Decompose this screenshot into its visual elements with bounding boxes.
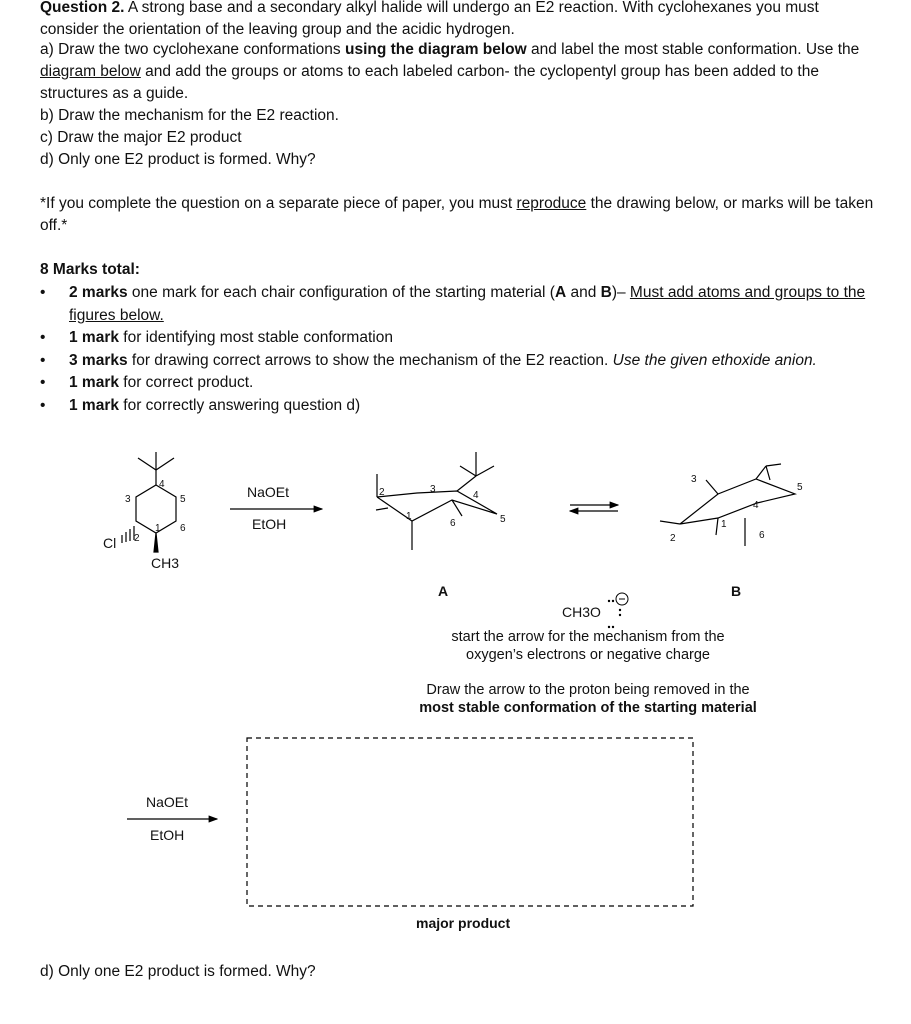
hint2-line1: Draw the arrow to the proton being removed in the xyxy=(426,682,750,698)
mark-text: for identifying most stable conformation xyxy=(118,329,393,347)
major-product-label: major product xyxy=(416,915,511,931)
label-a: A xyxy=(438,583,449,599)
hint2-line2: most stable conformation of the starting material xyxy=(419,700,757,716)
chair-b-carbon: 1 xyxy=(721,519,727,530)
label-b: B xyxy=(731,583,742,599)
methoxide-label: CH3O xyxy=(562,604,601,620)
mark-count: 1 mark xyxy=(69,374,119,392)
reagent-bottom: NaOEt xyxy=(146,794,189,810)
question-d-prompt: d) Only one E2 product is formed. Why? xyxy=(40,963,316,980)
chair-b xyxy=(660,464,795,546)
reagent-top: NaOEt xyxy=(247,484,290,500)
hint1-line1: start the arrow for the mechanism from the xyxy=(451,629,725,645)
carbon-label: 3 xyxy=(125,494,131,505)
mark-text: one mark for each chair configuration of the starting material ( xyxy=(127,284,555,301)
chair-b-carbon: 4 xyxy=(753,500,759,511)
mark-italic: Use the given ethoxide anion. xyxy=(612,351,817,369)
chair-b-carbon: 2 xyxy=(670,533,676,544)
methyl-wedge xyxy=(154,533,158,552)
chair-a-carbon: 6 xyxy=(450,518,456,529)
diagram-link: diagram below xyxy=(40,63,141,80)
chloro-hash-bond xyxy=(122,526,134,543)
part-a-bold: using the diagram below xyxy=(344,41,527,58)
part-a-text-2: and label the most stable conformation. Use the xyxy=(526,41,860,58)
mark-a: A xyxy=(554,284,567,301)
mark-text: and xyxy=(566,284,601,301)
mark-count: 1 mark xyxy=(69,329,119,347)
product-box[interactable] xyxy=(247,738,693,906)
notice-part1: *If you complete the question on a separate piece of paper, you must xyxy=(40,195,517,212)
chair-a xyxy=(376,452,497,550)
mark-text: for correct product. xyxy=(118,374,254,392)
part-a-text-3: and add the groups or atoms to each labeled carbon- the cyclopentyl group has been added to the structures as a guide. xyxy=(40,63,819,102)
carbon-label: 5 xyxy=(180,494,186,505)
must-add-link: Must add atoms and groups to the figures below. xyxy=(69,284,866,324)
mark-text: )– xyxy=(611,284,630,301)
carbon-label: 6 xyxy=(180,523,186,534)
part-a-text: a) Draw the two cyclohexane conformations xyxy=(40,41,345,58)
chair-b-carbon: 3 xyxy=(691,474,697,485)
part-b: b) Draw the mechanism for the E2 reaction. xyxy=(40,107,339,124)
solvent-bottom: EtOH xyxy=(150,827,185,843)
methyl-label: CH3 xyxy=(151,555,180,571)
solvent-top: EtOH xyxy=(252,516,287,532)
part-d: d) Only one E2 product is formed. Why? xyxy=(40,151,316,168)
mark-count: 2 marks xyxy=(69,284,128,301)
reproduce-link: reproduce xyxy=(516,195,587,212)
part-c: c) Draw the major E2 product xyxy=(40,129,242,146)
chair-a-carbon: 4 xyxy=(473,490,479,501)
chair-a-carbon: 5 xyxy=(500,514,506,525)
mark-b: B xyxy=(600,284,612,301)
hint-mechanism xyxy=(408,628,768,664)
hint1-line2: oxygen’s electrons or negative charge xyxy=(466,647,710,663)
mark-text: for drawing correct arrows to show the mechanism of the E2 reaction. xyxy=(127,351,613,369)
chair-a-carbon: 3 xyxy=(430,484,436,495)
marks-heading-text: 8 Marks total: xyxy=(40,261,140,278)
mark-count: 3 marks xyxy=(69,351,128,369)
mark-count: 1 mark xyxy=(69,396,119,414)
carbon-label: 2 xyxy=(134,533,140,544)
hint-proton xyxy=(378,681,798,717)
chair-b-carbon: 6 xyxy=(759,530,765,541)
carbon-label: 4 xyxy=(159,479,165,490)
cyclohexane-ring xyxy=(136,452,176,533)
mark-text: for correctly answering question d) xyxy=(118,396,361,414)
chloro-label: Cl xyxy=(103,535,117,551)
chair-a-carbon: 1 xyxy=(406,511,412,522)
carbon-label: 1 xyxy=(155,523,161,534)
notice-part2: the drawing below, or marks will be taken off.* xyxy=(40,195,874,234)
question-intro: A strong base and a secondary alkyl halide will undergo an E2 reaction. With cyclohexanes you must consider the orientation of the leaving group and the acidic hydrogen. xyxy=(40,0,819,38)
question-title: Question 2. xyxy=(40,0,125,16)
chair-a-carbon: 2 xyxy=(379,487,385,498)
chair-b-carbon: 5 xyxy=(797,482,803,493)
